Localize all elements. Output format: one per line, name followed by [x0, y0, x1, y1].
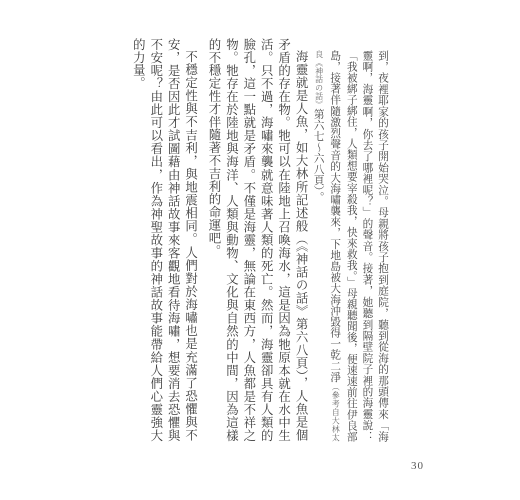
quote-pages: 第六七～六八頁）。	[312, 108, 325, 203]
page-number: 30	[411, 460, 424, 472]
body-paragraph-1: 海靈就是人魚，如大林所記述般（《神話の話》第六八頁），人魚是個矛盾的存在物。牠可以在陸地上召喚海水，這是因為牠原本就在水中生活。只不過，海嘯來襲就意味著人類的死亡。然而，海靈卻具有人類的臉孔，這一點就是矛盾。不僅是海靈，無論在東西方，人魚都是不祥之物。牠存在於陸地與海洋、人類與動物、文化與自然的中間，因為這樣的不穩定性才伴隨著不吉利的命運吧。	[207, 38, 310, 442]
body-paragraph-2: 不穩定性與不吉利，與地震相同。人們對於海嘯也是充滿了恐懼與不安，是否因此才試圖藉由神話故事來客觀地看待海嘯，想要消去恐懼與不安呢？由此可以看出，作為神聖故事的神話故事能帶給人們心靈強大的力量。	[131, 38, 199, 442]
vertical-text-block	[131, 38, 400, 442]
quote-text: 到，夜裡耶家的孩子開始哭泣。母親將孩子抱到庭院，聽到從海的那頭傳來「海靈啊，海靈啊，你去了哪裡呢？」的聲音。接著，她聽到隔壁院子裡的海靈說：「我被綁子綁住，人類想要宰殺我，快來救我。」母親聽聞後，便速速前往伊良部島，接著伴隨激烈聲音的大海嘯襲來，下地島被大海沖毀得一乾二淨	[329, 50, 389, 442]
quoted-legend	[310, 38, 390, 442]
quote-citation: （參考自大林太良《神話の話》	[314, 50, 341, 442]
